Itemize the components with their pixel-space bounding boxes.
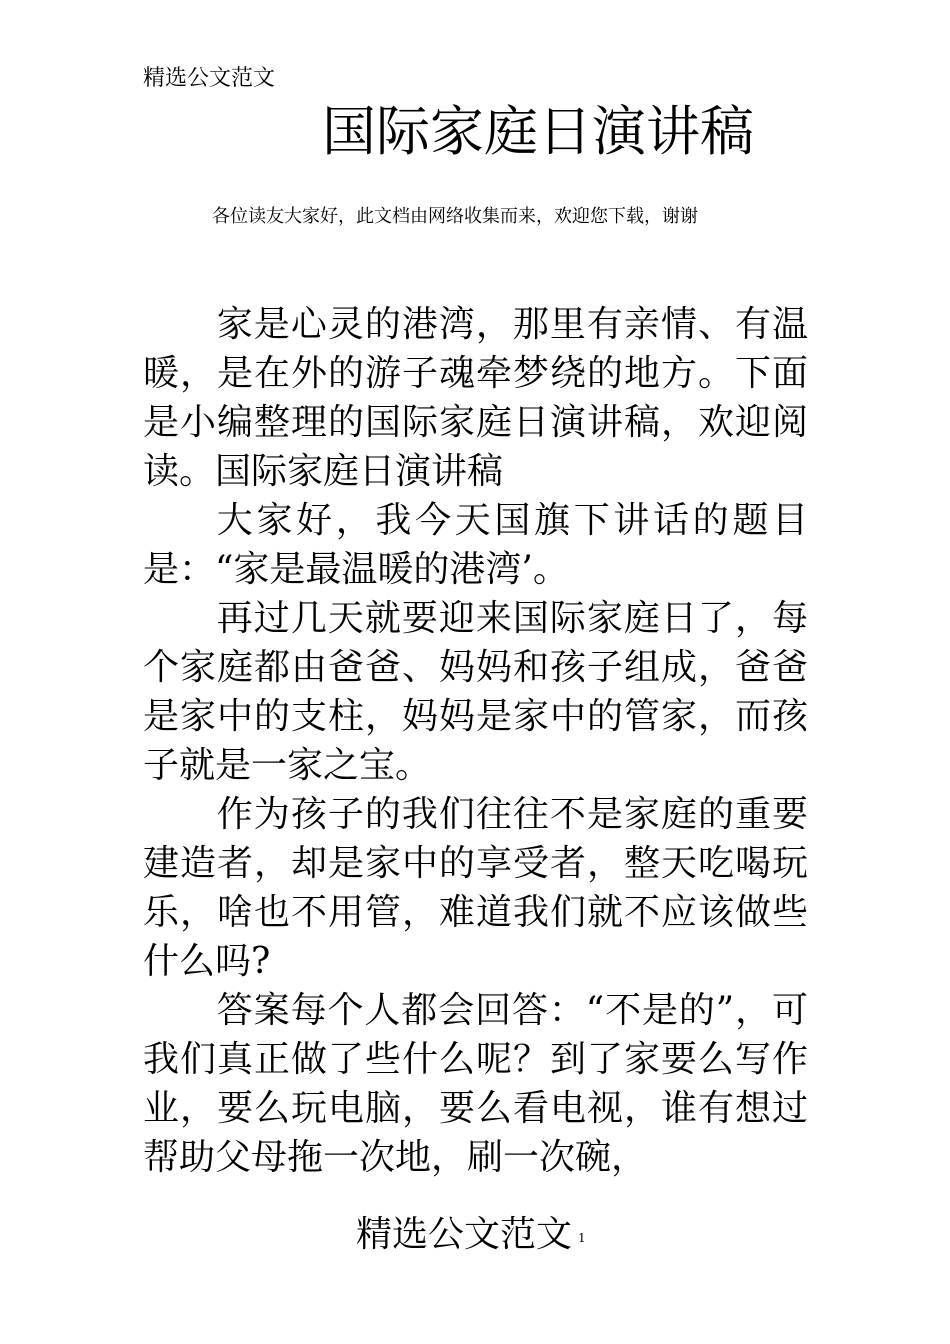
footer-label: 精选公文范文 bbox=[356, 1214, 573, 1255]
body-paragraph: 大家好，我今天国旗下讲话的题目是：“家是最温暖的港湾’。 bbox=[143, 500, 808, 590]
body-paragraph: 答案每个人都会回答：“不是的”，可我们真正做了些什么呢？到了家要么写作业，要么玩电脑，要么看电视，谁有想过帮助父母拖一次地，刷一次碗， bbox=[143, 990, 808, 1178]
page-footer bbox=[356, 1210, 586, 1260]
intro-note: 各位读友大家好，此文档由网络收集而来，欢迎您下载，谢谢 bbox=[212, 206, 698, 227]
page-number: 1 bbox=[578, 1231, 586, 1245]
document-body bbox=[143, 300, 808, 1182]
document-title: 国际家庭日演讲稿 bbox=[322, 100, 754, 163]
body-paragraph: 家是心灵的港湾，那里有亲情、有温暖，是在外的游子魂牵梦绕的地方。下面是小编整理的国际家庭日演讲稿，欢迎阅读。国际家庭日演讲稿 bbox=[143, 304, 808, 492]
body-paragraph: 再过几天就要迎来国际家庭日了，每个家庭都由爸爸、妈妈和孩子组成，爸爸是家中的支柱，妈妈是家中的管家，而孩子就是一家之宝。 bbox=[143, 598, 808, 786]
page-header: 精选公文范文 bbox=[143, 66, 276, 91]
body-paragraph: 作为孩子的我们往往不是家庭的重要建造者，却是家中的享受者，整天吃喝玩乐，啥也不用管，难道我们就不应该做些什么吗? bbox=[143, 794, 808, 982]
